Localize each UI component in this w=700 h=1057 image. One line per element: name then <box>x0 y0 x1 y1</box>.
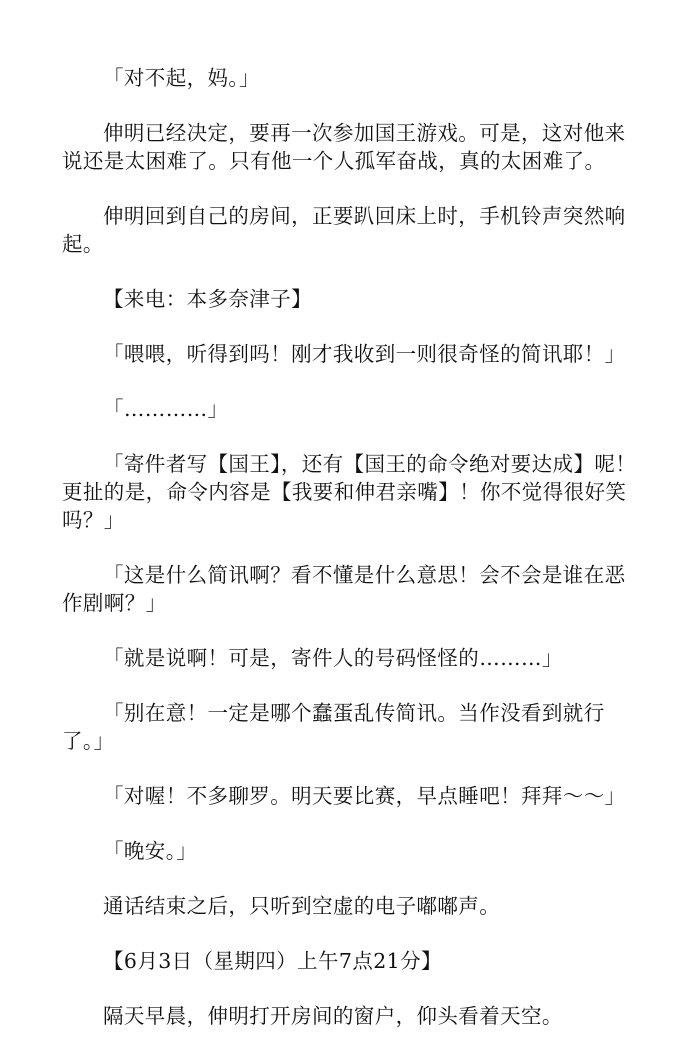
paragraph-dialogue-6: 「别在意！一定是哪个蠢蛋乱传简讯。当作没看到就行了。」 <box>62 701 605 753</box>
paragraph-timestamp: 【6月3日（星期四）上午7点21分】 <box>103 949 442 973</box>
paragraph-dialogue-2: 「…………」 <box>103 397 229 421</box>
paragraph-dialogue-1: 「喂喂，听得到吗！刚才我收到一则很奇怪的简讯耶！」 <box>103 342 626 366</box>
paragraph-dialogue-5: 「就是说啊！可是，寄件人的号码怪怪的………」 <box>103 646 563 670</box>
paragraph-call-ended: 通话结束之后，只听到空虚的电子嘟嘟声。 <box>103 894 501 918</box>
paragraph-decision: 伸明已经决定，要再一次参加国王游戏。可是，这对他来说还是太困难了。只有他一个人孤军奋战，真的太困难了。 <box>62 121 626 173</box>
paragraph-apology: 「对不起，妈。」 <box>103 66 260 90</box>
paragraph-caller-id: 【来电：本多奈津子】 <box>103 287 312 311</box>
paragraph-dialogue-4: 「这是什么简讯啊？看不懂是什么意思！会不会是谁在恶作剧啊？」 <box>62 563 626 615</box>
paragraph-dialogue-3: 「寄件者写【国王】，还有【国王的命令绝对要达成】呢！更扯的是，命令内容是【我要和伸君亲嘴】！你不觉得很好笑吗？」 <box>62 452 637 532</box>
paragraph-dialogue-7: 「对喔！不多聊罗。明天要比赛，早点睡吧！拜拜～～」 <box>103 784 626 808</box>
document-page <box>62 64 640 1057</box>
paragraph-phone-rings: 伸明回到自己的房间，正要趴回床上时，手机铃声突然响起。 <box>62 204 626 256</box>
paragraph-dialogue-8: 「晚安。」 <box>103 839 198 863</box>
paragraph-next-morning: 隔天早晨，伸明打开房间的窗户，仰头看着天空。 <box>103 1004 563 1028</box>
